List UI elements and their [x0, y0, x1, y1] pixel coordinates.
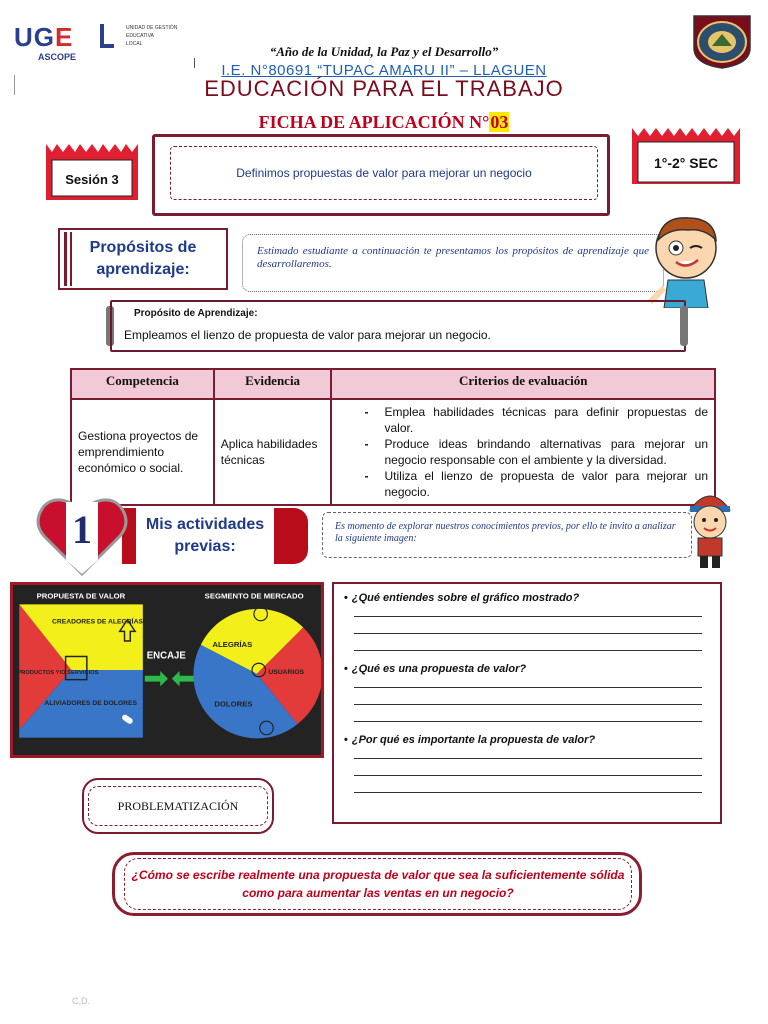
products-label: PRODUCTOS Y/O SERVICIOS [17, 669, 99, 676]
table-header: Criterios de evaluación [331, 369, 715, 399]
purposes-note: Estimado estudiante a continuación te presentamos los propósitos de aprendizaje que desarrollaremos. [242, 234, 664, 292]
table-header: Competencia [71, 369, 214, 399]
activity-number: 1 [72, 507, 92, 552]
boy-winking-icon [648, 210, 728, 308]
answer-line[interactable] [354, 758, 702, 759]
logo-text-e: E [55, 22, 74, 52]
fit-label: ENCAJE [146, 650, 186, 662]
value-proposition-canvas [10, 582, 324, 758]
criteria-item: - Produce ideas brindando alternativas para mejorar un negocio responsable con el ambiente y la diversidad. [338, 436, 708, 468]
session-label: Sesión 3 [65, 172, 119, 187]
gains-label: ALEGRÍAS [212, 639, 253, 649]
purpose-label: Propósito de Aprendizaje: [134, 308, 258, 319]
answer-line[interactable] [354, 687, 702, 688]
boy-with-hat-icon [684, 488, 736, 570]
logo-subtitle: UNIDAD DE GESTIÓN EDUCATIVA LOCAL [126, 25, 178, 47]
competency-table [70, 368, 716, 506]
evidence-cell: Aplica habilidades técnicas [214, 399, 332, 505]
criteria-cell [331, 399, 715, 505]
competency-cell: Gestiona proyectos de emprendimiento económico o social. [71, 399, 214, 505]
problem-question: ¿Cómo se escribe realmente una propuesta de valor que sea la suficientemente sólida como para aumentar las ventas en un negocio? [124, 858, 632, 910]
session-title: Definimos propuestas de valor para mejorar un negocio [170, 146, 598, 200]
creators-label: CREADORES DE ALEGRÍAS [52, 618, 143, 626]
answer-line[interactable] [354, 633, 702, 634]
pains-label: DOLORES [214, 699, 253, 709]
answer-line[interactable] [354, 704, 702, 705]
relievers-label: ALIVIADORES DE DOLORES [44, 699, 137, 707]
activities-note: Es momento de explorar nuestros conocimientos previos, por ello te invito a analizar la siguiente imagen: [322, 512, 692, 558]
table-header: Evidencia [214, 369, 332, 399]
purpose-text: Empleamos el lienzo de propuesta de valor para mejorar un negocio. [124, 328, 491, 342]
question-item: • ¿Por qué es importante la propuesta de valor? [344, 734, 710, 746]
question-item: • ¿Qué entiendes sobre el gráfico mostrado? [344, 592, 710, 604]
school-name: I.E. N°80691 “TUPAC AMARU II” – LLAGUEN [221, 62, 547, 79]
year-motto: “Año de la Unidad, la Paz y el Desarrollo” [269, 44, 499, 59]
worksheet-number: 03 [490, 112, 509, 132]
answer-line[interactable] [354, 775, 702, 776]
answer-line[interactable] [354, 792, 702, 793]
question-item: • ¿Qué es una propuesta de valor? [344, 663, 710, 675]
answer-line[interactable] [354, 616, 702, 617]
canvas-right-title: SEGMENTO DE MERCADO [204, 591, 304, 601]
users-label: USUARIOS [268, 668, 305, 676]
criteria-item: - Utiliza el lienzo de propuesta de valor para mejorar un negocio. [338, 468, 708, 500]
criteria-item: - Emplea habilidades técnicas para definir propuestas de valor. [338, 404, 708, 436]
subject-area: EDUCACIÓN PARA EL TRABAJO [204, 76, 564, 101]
canvas-left-title: PROPUESTA DE VALOR [36, 591, 126, 601]
logo-region: ASCOPE [38, 52, 77, 62]
logo-text: UG [14, 22, 55, 52]
purpose-tab [680, 306, 688, 346]
grade-label: 1°-2° SEC [653, 155, 719, 171]
purposes-heading: Propósitos de aprendizaje: [58, 228, 228, 290]
worksheet-title: FICHA DE APLICACIÓN N°03 [258, 112, 509, 132]
activities-heading: Mis actividades previas: [136, 506, 274, 566]
problem-label: PROBLEMATIZACIÓN [88, 786, 268, 826]
questions-box [332, 582, 722, 824]
footer-mark: C.D. [72, 996, 90, 1006]
